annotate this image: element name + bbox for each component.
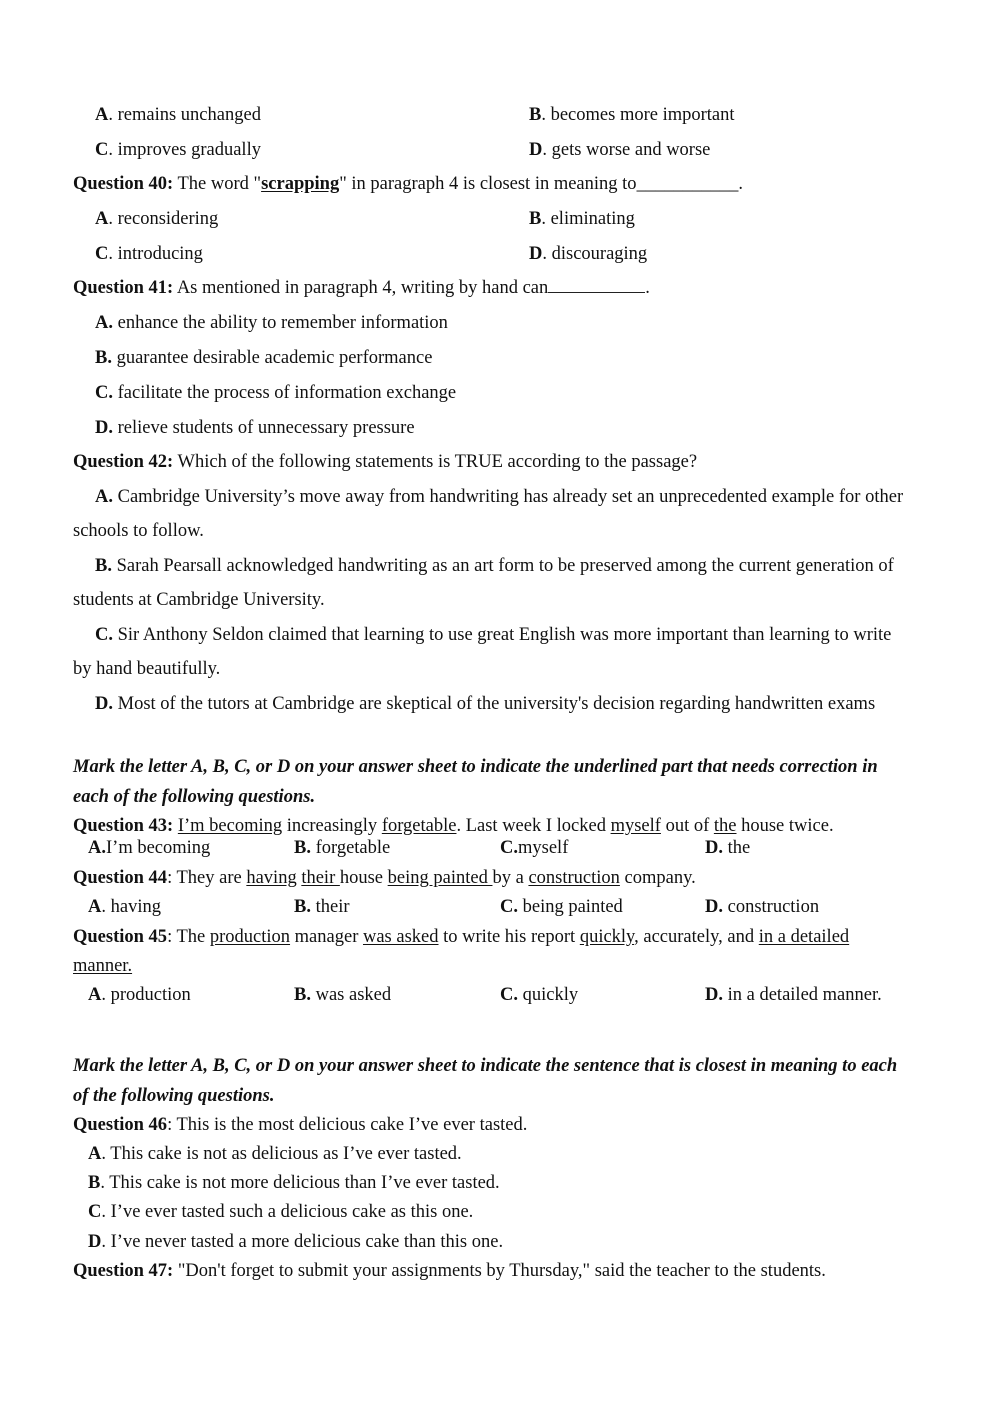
- section-instruction-closest-meaning-cont: of the following questions.: [73, 1086, 275, 1106]
- q43-option-a: A.I’m becoming: [88, 838, 211, 858]
- q39-option-a: A. remains unchanged: [95, 105, 261, 125]
- q47-question: Question 47: "Don't forget to submit your assignments by Thursday," said the teacher to the students.: [73, 1261, 826, 1281]
- q39-option-b: B. becomes more important: [529, 105, 735, 125]
- q40-option-d: D. discouraging: [529, 244, 648, 264]
- q41-option-a: A. enhance the ability to remember information: [95, 313, 448, 333]
- q42-option-b-cont: students at Cambridge University.: [73, 590, 325, 610]
- q41-option-c: C. facilitate the process of information exchange: [95, 383, 457, 403]
- q43-option-b: B. forgetable: [294, 838, 391, 858]
- q40-option-c: C. introducing: [95, 244, 203, 264]
- q46-question: Question 46: This is the most delicious cake I’ve ever tasted.: [73, 1115, 528, 1135]
- q43-option-d: D. the: [705, 838, 751, 858]
- q44-question: Question 44: They are having their house being painted by a construction company.: [73, 868, 696, 888]
- q44-option-a: A. having: [88, 897, 161, 917]
- section-instruction-error-id: Mark the letter A, B, C, or D on your answer sheet to indicate the underlined part that needs correction in: [73, 757, 878, 777]
- q42-option-c: C. Sir Anthony Seldon claimed that learning to use great English was more important than learning to write: [95, 625, 892, 645]
- q42-option-a-cont: schools to follow.: [73, 521, 204, 541]
- q41-option-b: B. guarantee desirable academic performance: [95, 348, 433, 368]
- q42-option-d: D. Most of the tutors at Cambridge are skeptical of the university's decision regarding handwritten exams: [95, 694, 876, 714]
- q41-question: Question 41: As mentioned in paragraph 4, writing by hand can .: [73, 278, 650, 298]
- q45-question-cont: manner.: [73, 956, 133, 976]
- q40-question: Question 40: The word "scrapping" in paragraph 4 is closest in meaning to___________.: [73, 174, 743, 194]
- q42-option-c-cont: by hand beautifully.: [73, 659, 221, 679]
- q40-option-a: A. reconsidering: [95, 209, 219, 229]
- q46-option-a: A. This cake is not as delicious as I’ve ever tasted.: [88, 1144, 462, 1164]
- q42-option-b: B. Sarah Pearsall acknowledged handwriting as an art form to be preserved among the current generation of: [95, 556, 894, 576]
- q46-option-c: C. I’ve ever tasted such a delicious cake as this one.: [88, 1202, 474, 1222]
- q43-option-c: C.myself: [500, 838, 569, 858]
- q45-question: Question 45: The production manager was asked to write his report quickly, accurately, and in a detailed: [73, 927, 850, 947]
- q43-question: Question 43: I’m becoming increasingly forgetable. Last week I locked myself out of the house twice.: [73, 816, 834, 836]
- section-instruction-closest-meaning: Mark the letter A, B, C, or D on your answer sheet to indicate the sentence that is closest in meaning to each: [73, 1056, 898, 1076]
- q45-option-b: B. was asked: [294, 985, 392, 1005]
- answer-blank: [548, 278, 645, 293]
- q40-option-b: B. eliminating: [529, 209, 635, 229]
- q42-option-a: A. Cambridge University’s move away from handwriting has already set an unprecedented example for other: [95, 487, 904, 507]
- q46-option-d: D. I’ve never tasted a more delicious cake than this one.: [88, 1232, 504, 1252]
- q44-option-c: C. being painted: [500, 897, 623, 917]
- q42-question: Question 42: Which of the following statements is TRUE according to the passage?: [73, 452, 698, 472]
- q46-option-b: B. This cake is not more delicious than I’ve ever tasted.: [88, 1173, 500, 1193]
- q45-option-d: D. in a detailed manner.: [705, 985, 882, 1005]
- q39-option-c: C. improves gradually: [95, 140, 261, 160]
- q44-option-d: D. construction: [705, 897, 820, 917]
- q40-keyword: scrapping: [261, 174, 340, 194]
- q45-option-c: C. quickly: [500, 985, 579, 1005]
- q44-option-b: B. their: [294, 897, 350, 917]
- q45-option-a: A. production: [88, 985, 191, 1005]
- section-instruction-error-id-cont: each of the following questions.: [73, 787, 316, 807]
- q41-option-d: D. relieve students of unnecessary pressure: [95, 418, 415, 438]
- q39-option-d: D. gets worse and worse: [529, 140, 711, 160]
